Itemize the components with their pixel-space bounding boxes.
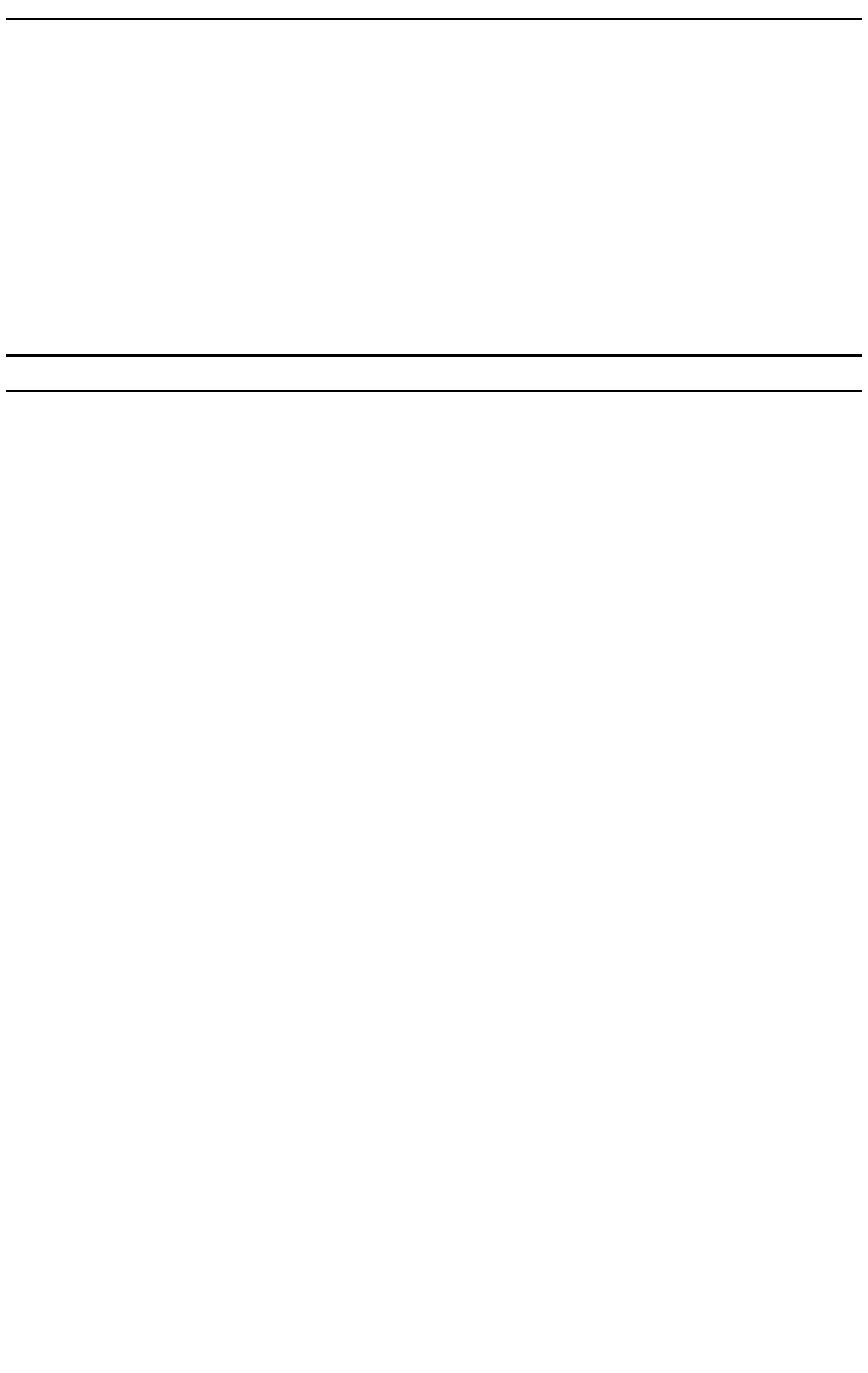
help-wanted-section: [6, 22, 862, 352]
page-header: [6, 4, 862, 20]
home-service-guide: [6, 395, 862, 1367]
home-service-guide-banner: [6, 354, 862, 392]
